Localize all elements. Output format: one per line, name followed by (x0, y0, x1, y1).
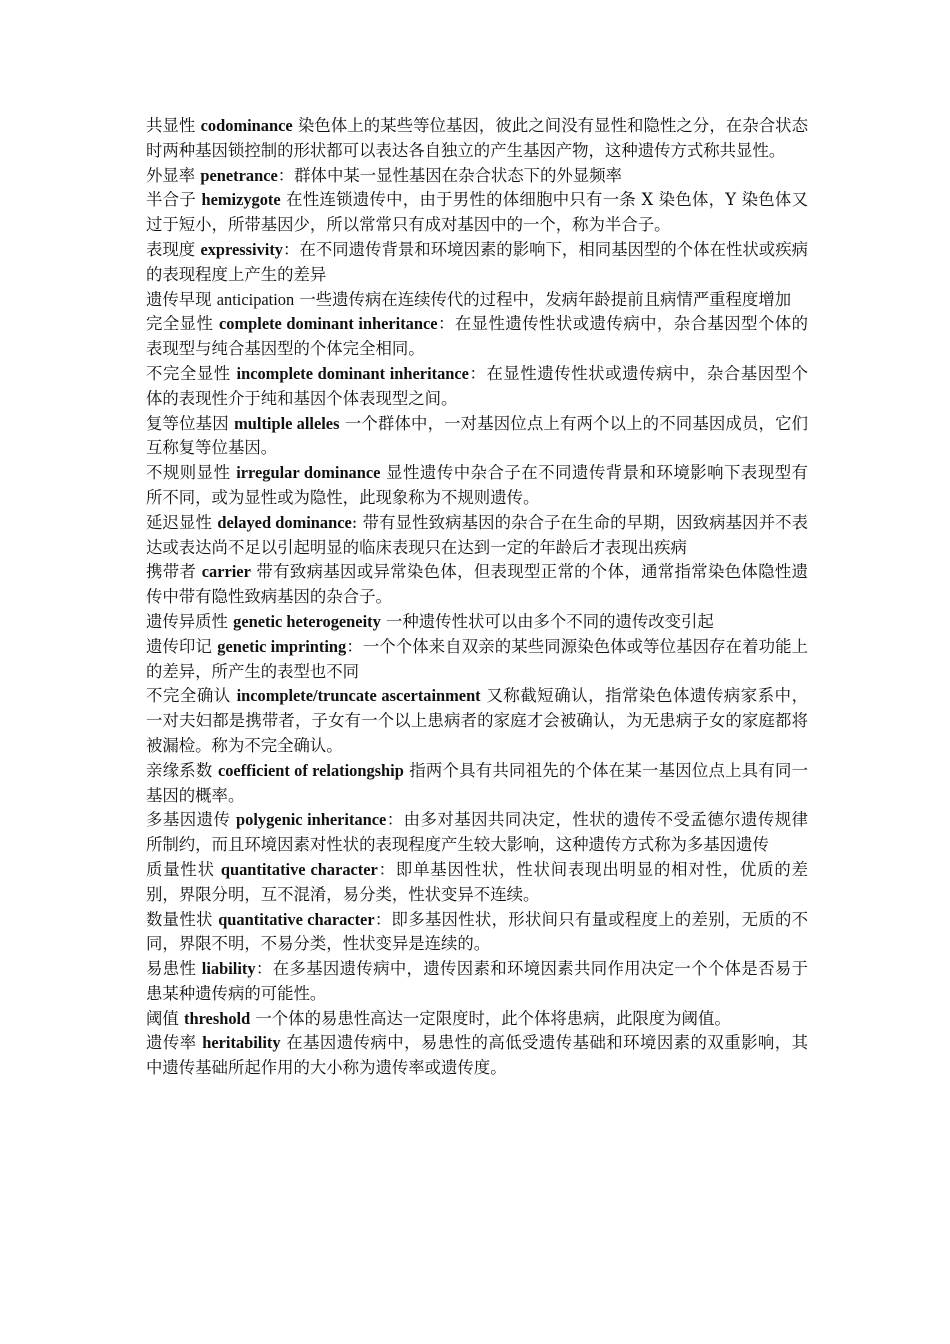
entry-definition: 带有显性致病基因的杂合子在生命的早期，因致病基因并不表达或表达尚不足以引起明显的临床表现只在达到一定的年龄后才表现出疾病 (146, 512, 808, 557)
entry-definition: 在显性遗传性状或遗传病中，杂合基因型个体的表现型与纯合基因型的个体完全相同。 (146, 314, 809, 359)
entry-term: 携带者 (146, 562, 197, 582)
entry-english-term: expressivity (200, 239, 284, 259)
glossary-entry (146, 164, 808, 189)
entry-definition: 在显性遗传性状或遗传病中，杂合基因型个体的表现性介于纯和基因个体表现型之间。 (146, 363, 809, 408)
entry-term: 半合子 (146, 190, 196, 210)
entry-term: 阈值 (146, 1008, 179, 1028)
entry-term: 完全显性 (146, 314, 214, 334)
entry-definition: 一些遗传病在连续传代的过程中，发病年龄提前且病情严重程度增加 (299, 289, 792, 309)
entry-definition: 一个体的易患性高达一定限度时，此个体将患病，此限度为阈值。 (255, 1008, 731, 1028)
entry-term: 数量性状 (146, 909, 213, 929)
entry-separator: ： (346, 636, 363, 656)
entry-term: 遗传率 (146, 1033, 197, 1053)
entry-english-term: genetic imprinting (217, 636, 347, 656)
entry-definition: 又称截短确认，指常染色体遗传病家系中，一对夫妇都是携带者，子女有一个以上患病者的家庭才会被确认，为无患病子女的家庭都将被漏检。称为不完全确认。 (146, 686, 809, 755)
entry-definition: 在不同遗传背景和环境因素的影响下，相同基因型的个体在性状或疾病的表现程度上产生的差异 (146, 239, 809, 284)
entry-definition: 在基因遗传病中，易患性的高低受遗传基础和环境因素的双重影响，其中遗传基础所起作用的大小称为遗传率或遗传度。 (146, 1033, 808, 1078)
entry-definition: 指两个具有共同祖先的个体在某一基因位点上具有同一基因的概率。 (146, 760, 809, 805)
glossary-entry (146, 635, 808, 685)
entry-english-term: anticipation (216, 289, 295, 309)
glossary-entry (146, 511, 808, 561)
entry-separator: ： (374, 909, 392, 929)
glossary-entry (146, 412, 808, 462)
entry-separator: ： (377, 859, 396, 879)
entry-term: 亲缘系数 (146, 760, 213, 780)
entry-term: 易患性 (146, 959, 197, 979)
entry-term: 质量性状 (146, 859, 215, 879)
entry-english-term: incomplete dominant inheritance (236, 363, 469, 383)
entry-definition: 在性连锁遗传中，由于男性的体细胞中只有一条 X 染色体，Y 染色体又过于短小，所带基因少，所以常常只有成对基因中的一个，称为半合子。 (146, 190, 808, 235)
entry-english-term: carrier (201, 562, 251, 582)
entry-term: 不规则显性 (146, 463, 231, 483)
entry-definition: 一个个体来自双亲的某些同源染色体或等位基因存在着功能上的差异，所产生的表型也不同 (146, 636, 808, 681)
entry-english-term: codominance (200, 116, 293, 135)
entry-term: 不完全显性 (146, 363, 231, 383)
entry-definition: 染色体上的某些等位基因，彼此之间没有显性和隐性之分，在杂合状态时两种基因锁控制的形状都可以表达各自独立的产生基因产物，这种遗传方式称共显性。 (146, 116, 808, 160)
entry-term: 延迟显性 (146, 512, 212, 532)
entry-english-term: heritability (202, 1033, 281, 1053)
glossary-entry (146, 858, 808, 908)
entry-english-term: irregular dominance (236, 463, 381, 483)
entry-english-term: complete dominant inheritance (219, 314, 438, 334)
entry-definition: 一种遗传性状可以由多个不同的遗传改变引起 (386, 611, 714, 631)
entry-definition: 带有致病基因或异常染色体，但表现型正常的个体，通常指常染色体隐性遗传中带有隐性致病基因的杂合子。 (146, 562, 808, 607)
entry-english-term: threshold (184, 1008, 251, 1028)
entry-separator: ： (437, 314, 455, 334)
glossary-entry (146, 808, 808, 858)
glossary-entry (146, 238, 808, 288)
entry-term: 遗传早现 (146, 289, 212, 309)
entry-english-term: multiple alleles (234, 413, 340, 433)
entry-term: 不完全确认 (146, 686, 231, 706)
glossary-entry (146, 610, 808, 635)
entry-definition: 即单基因性状，性状间表现出明显的相对性，优质的差别，界限分明，互不混淆，易分类，性状变异不连续。 (146, 859, 809, 904)
glossary-entry (146, 461, 808, 511)
glossary-entry (146, 684, 808, 758)
entry-definition: 在多基因遗传病中，遗传因素和环境因素共同作用决定一个个体是否易于患某种遗传病的可能性。 (146, 959, 809, 1003)
entry-english-term: hemizygote (201, 190, 281, 210)
entry-english-term: polygenic inheritance (236, 810, 387, 830)
entry-term: 表现度 (146, 239, 196, 259)
glossary-entry (146, 1007, 808, 1032)
entry-definition: 由多对基因共同决定，性状的遗传不受孟德尔遗传规律所制约，而且环境因素对性状的表现程度产生较大影响，这种遗传方式称为多基因遗传 (146, 810, 809, 855)
entry-english-term: quantitative character (218, 909, 375, 929)
glossary-entry (146, 288, 808, 313)
entry-english-term: incomplete/truncate ascertainment (236, 686, 481, 706)
entry-english-term: delayed dominance (217, 512, 352, 532)
glossary-entry (146, 312, 808, 362)
entry-term: 遗传异质性 (146, 611, 228, 631)
glossary-entry (146, 759, 808, 809)
entry-separator: ： (277, 165, 295, 185)
entry-separator: : (351, 512, 363, 532)
entry-english-term: quantitative character (220, 859, 378, 879)
entry-definition: 显性遗传中杂合子在不同遗传背景和环境影响下表现型有所不同，或为显性或为隐性，此现象称为不规则遗传。 (146, 463, 808, 507)
entry-definition: 一个群体中，一对基因位点上有两个以上的不同基因成员，它们互称复等位基因。 (146, 413, 809, 458)
entry-term: 复等位基因 (146, 413, 229, 433)
entry-term: 共显性 (146, 116, 196, 135)
entry-term: 多基因遗传 (146, 810, 231, 830)
entry-english-term: genetic heterogeneity (233, 611, 381, 631)
entry-separator: ： (468, 363, 487, 383)
glossary-entry (146, 1031, 808, 1081)
entry-definition: 群体中某一显性基因在杂合状态下的外显频率 (294, 165, 622, 185)
entry-definition: 即多基因性状，形状间只有量或程度上的差别，无质的不同，界限不明，不易分类，性状变异是连续的。 (146, 909, 809, 954)
glossary-list (146, 114, 808, 1081)
entry-separator: ： (386, 810, 404, 830)
glossary-entry (146, 188, 808, 238)
glossary-entry (146, 957, 808, 1007)
glossary-page (146, 114, 808, 1081)
glossary-entry (146, 908, 808, 958)
entry-english-term: coefficient of relationgship (217, 760, 404, 780)
entry-english-term: penetrance (200, 165, 278, 185)
entry-separator: ： (255, 959, 273, 979)
entry-separator: ： (283, 239, 300, 259)
entry-term: 遗传印记 (146, 636, 212, 656)
glossary-entry (146, 362, 808, 412)
glossary-entry (146, 560, 808, 610)
glossary-entry (146, 114, 808, 164)
entry-term: 外显率 (146, 165, 196, 185)
entry-english-term: liability (201, 959, 256, 979)
